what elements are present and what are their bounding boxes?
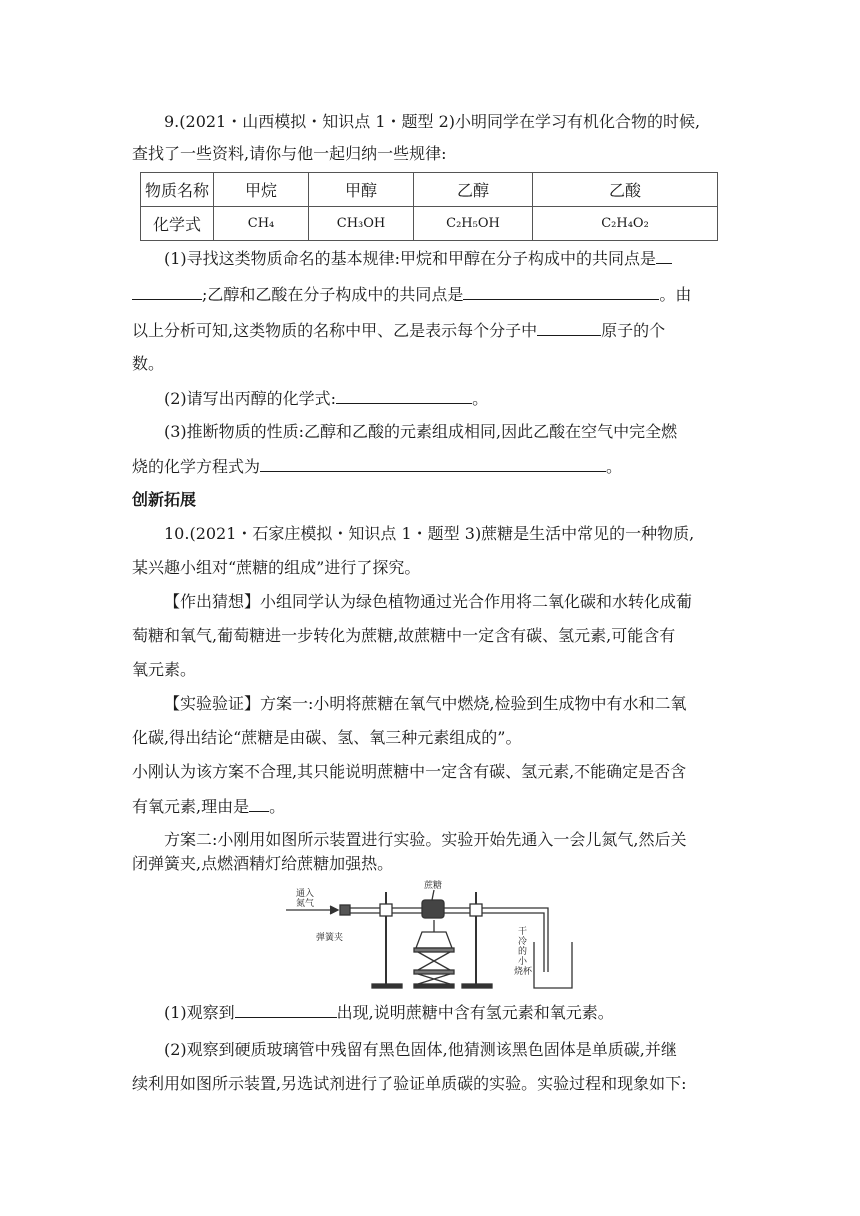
q10-verify-line-2: 化碳,得出结论“蔗糖是由碳、氢、氧三种元素组成的”。 (132, 728, 522, 747)
table-header-cell: 物质名称 (141, 173, 214, 207)
label-beaker-5: 烧杯 (514, 967, 533, 977)
table-header-cell: 甲醇 (309, 173, 414, 207)
sugar-sample (422, 900, 444, 918)
q9-part1-line-1 (164, 246, 672, 271)
alcohol-lamp (416, 932, 452, 948)
q10-guess-line-3: 氧元素。 (132, 660, 197, 679)
answer-blank[interactable] (463, 282, 659, 300)
q10-verify-line-3: 小刚认为该方案不合理,其只能说明蔗糖中一定含有碳、氢元素,不能确定是否含 (132, 762, 687, 781)
q9-part1-text: 原子的个 (601, 321, 666, 340)
q9-part2 (164, 386, 488, 411)
q10-line-2: 某兴趣小组对“蔗糖的组成”进行了探究。 (132, 558, 421, 577)
label-beaker-3: 的 (518, 947, 528, 957)
table-cell: CH₃OH (309, 207, 414, 241)
q9-part2-text: 。 (472, 389, 489, 408)
q10-verify-line-4 (132, 794, 285, 819)
table-cell: C₂H₄O₂ (533, 207, 718, 241)
answer-blank[interactable] (336, 386, 472, 404)
label-beaker-2: 冷 (518, 937, 528, 947)
left-stand-clamp (380, 904, 392, 916)
q9-part3-text: 。 (606, 457, 623, 476)
q9-part1-line-2 (132, 282, 691, 307)
lab-jack-scissor (418, 952, 450, 970)
apparatus-figure (282, 878, 582, 996)
q9-part1-text: ;乙醇和乙酸在分子构成中的共同点是 (202, 285, 464, 304)
q10-observe-text: (1)观察到 (164, 1003, 235, 1022)
left-stand-base (372, 984, 402, 988)
q10-plan2-line-1: 方案二:小刚用如图所示装置进行实验。实验开始先通入一会儿氮气,然后关 (164, 830, 687, 849)
q9-part1-line-4: 数。 (132, 354, 165, 373)
lab-jack-middle (414, 970, 454, 974)
q9-line-2: 查找了一些资料,请你与他一起归纳一些规律: (132, 144, 447, 163)
q10-verify-text: 。 (269, 797, 286, 816)
section-title: 创新拓展 (132, 490, 197, 509)
q10-observe-2-line-2: 续利用如图所示装置,另选试剂进行了验证单质碳的实验。实验过程和现象如下: (132, 1074, 687, 1093)
table-header-cell: 乙酸 (533, 173, 718, 207)
answer-blank[interactable] (260, 454, 606, 472)
table-header-cell: 乙醇 (414, 173, 533, 207)
substance-table (140, 172, 718, 241)
q10-guess-line-1: 【作出猜想】小组同学认为绿色植物通过光合作用将二氧化碳和水转化成葡 (164, 592, 693, 611)
spring-clamp (340, 905, 350, 915)
table-row-label: 化学式 (141, 207, 214, 241)
q10-observe-1 (164, 1000, 614, 1025)
right-stand-base (462, 984, 492, 988)
beaker (534, 942, 572, 988)
lab-jack-base (414, 984, 454, 988)
q10-observe-text: 出现,说明蔗糖中含有氢元素和氧元素。 (336, 1003, 614, 1022)
answer-blank[interactable] (537, 318, 601, 336)
label-clamp: 弹簧夹 (316, 933, 344, 943)
q9-part3-text: 烧的化学方程式为 (132, 457, 261, 476)
q10-guess-line-2: 萄糖和氧气,葡萄糖进一步转化为蔗糖,故蔗糖中一定含有碳、氢元素,可能含有 (132, 626, 676, 645)
q9-part3-line-2 (132, 454, 622, 479)
answer-blank[interactable] (235, 1000, 337, 1018)
q9-line-1: 9.(2021・山西模拟・知识点 1・题型 2)小明同学在学习有机化合物的时候, (164, 112, 701, 131)
table-header-cell: 甲烷 (214, 173, 309, 207)
q9-part1-text: (1)寻找这类物质命名的基本规律:甲烷和甲醇在分子构成中的共同点是 (164, 249, 657, 268)
lab-jack-scissor-lower (418, 974, 450, 984)
label-beaker-4: 小 (518, 957, 528, 967)
table-cell: C₂H₅OH (414, 207, 533, 241)
label-inlet-1: 通入 (296, 889, 315, 899)
q10-verify-text: 有氧元素,理由是 (132, 797, 250, 816)
label-inlet-2: 氮气 (296, 899, 315, 909)
q9-part2-text: (2)请写出丙醇的化学式: (164, 389, 337, 408)
inlet-arrow-head (330, 906, 338, 914)
lab-jack-top (414, 948, 454, 952)
q9-part1-text: 。由 (659, 285, 692, 304)
right-stand-clamp (470, 904, 482, 916)
label-sugar: 蔗糖 (424, 881, 443, 891)
answer-blank[interactable] (132, 282, 202, 300)
q10-plan2-line-2: 闭弹簧夹,点燃酒精灯给蔗糖加强热。 (132, 854, 394, 873)
label-beaker-1: 干 (518, 927, 528, 937)
q9-part1-text: 以上分析可知,这类物质的名称中甲、乙是表示每个分子中 (132, 321, 538, 340)
answer-blank[interactable] (249, 794, 269, 812)
answer-blank[interactable] (656, 246, 672, 264)
q10-observe-2-line-1: (2)观察到硬质玻璃管中残留有黑色固体,他猜测该黑色固体是单质碳,并继 (164, 1040, 677, 1059)
table-row (141, 207, 718, 241)
q9-part1-line-3 (132, 318, 665, 343)
table-row (141, 173, 718, 207)
table-cell: CH₄ (214, 207, 309, 241)
sugar-label-pointer (432, 890, 434, 900)
q10-line-1: 10.(2021・石家庄模拟・知识点 1・题型 3)蔗糖是生活中常见的一种物质, (164, 524, 695, 543)
q9-part3-line-1: (3)推断物质的性质:乙醇和乙酸的元素组成相同,因此乙酸在空气中完全燃 (164, 422, 678, 441)
q10-verify-line-1: 【实验验证】方案一:小明将蔗糖在氧气中燃烧,检验到生成物中有水和二氧 (164, 694, 687, 713)
